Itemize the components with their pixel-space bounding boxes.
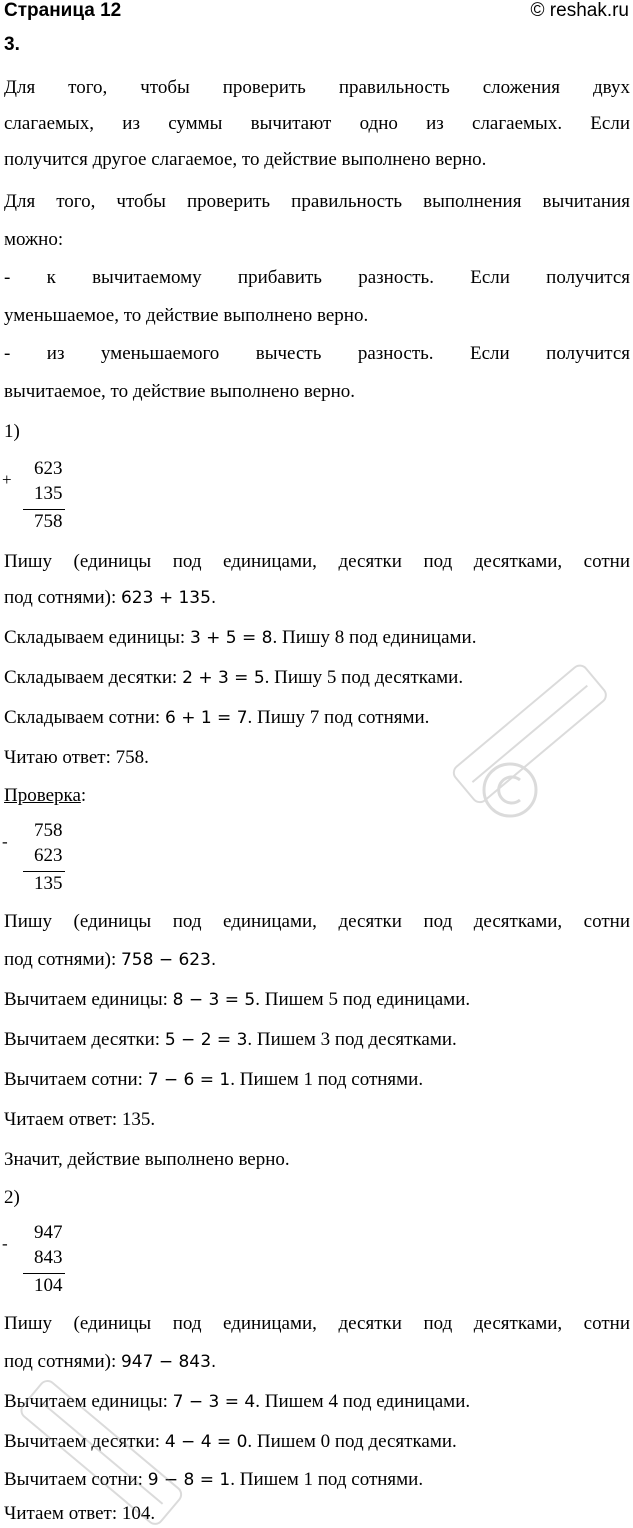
minus-sign: - [2,1234,8,1253]
column-subtraction-check [2,820,82,895]
step-line: Вычитаем сотни: 7 − 6 = 1. Пишем 1 под сотнями. [4,1069,424,1090]
watermark-logo [0,1380,200,1528]
explanation-line: Пишу (единицы под единицами, десятки под десятками, сотни [4,911,630,932]
column-subtraction [2,1222,82,1297]
column-line [23,509,65,510]
intro-bullet-line: уменьшаемое, то действие выполнено верно. [4,305,369,326]
page-header [4,0,629,24]
column-operand-2: 843 [34,1247,63,1268]
step-line: Вычитаем десятки: 5 − 2 = 3. Пишем 3 под десятками. [4,1029,457,1050]
intro-bullet-line: - к вычитаемому прибавить разность. Если получится [4,267,630,288]
step-line: Вычитаем десятки: 4 − 4 = 0. Пишем 0 под десятками. [4,1431,457,1452]
explanation-line: под сотнями): 623 + 135. [4,587,217,608]
exercise-number: 3. [4,34,20,55]
watermark-logo [440,640,630,840]
intro-bullet-line: - из уменьшаемого вычесть разность. Если получится [4,343,630,364]
math-expression: 7 − 3 = 4 [172,1392,256,1412]
explanation-line: Пишу (единицы под единицами, десятки под десятками, сотни [4,1313,630,1334]
step-line: Складываем сотни: 6 + 1 = 7. Пишу 7 под сотнями. [4,707,430,728]
math-expression: 3 + 5 = 8 [189,628,273,648]
math-expression: 947 − 843. [120,1352,217,1372]
explanation-line: Пишу (единицы под единицами, десятки под десятками, сотни [4,551,630,572]
answer-line: Читаем ответ: 135. [4,1109,156,1130]
intro-line: получится другое слагаемое, то действие выполнено верно. [4,149,487,170]
conclusion-line: Значит, действие выполнено верно. [4,1149,290,1170]
math-expression: 5 − 2 = 3 [164,1030,248,1050]
explanation-line: под сотнями): 947 − 843. [4,1351,217,1372]
task-1-label: 1) [4,421,20,442]
intro-line: можно: [4,229,64,250]
page-number: Страница 12 [4,0,122,21]
step-line: Вычитаем единицы: 7 − 3 = 4. Пишем 4 под единицами. [4,1391,471,1412]
column-operand-1: 947 [34,1222,63,1243]
math-expression: 4 − 4 = 0 [164,1432,248,1452]
task-2-label: 2) [4,1187,20,1208]
step-line: Вычитаем единицы: 8 − 3 = 5. Пишем 5 под единицами. [4,989,471,1010]
intro-line: слагаемых, из суммы вычитают одно из слагаемых. Если [4,113,630,134]
intro-line: Для того, чтобы проверить правильность выполнения вычитания [4,191,630,212]
explanation-line: под сотнями): 758 − 623. [4,949,217,970]
math-expression: 8 − 3 = 5 [172,990,256,1010]
column-operand-2: 135 [34,483,63,504]
column-result: 135 [34,873,63,894]
column-operand-1: 623 [34,458,63,479]
math-expression: 2 + 3 = 5 [182,668,265,688]
step-line: Складываем единицы: 3 + 5 = 8. Пишу 8 под единицами. [4,627,477,648]
column-line [23,871,65,872]
math-expression: 758 − 623. [120,950,217,970]
plus-sign: + [2,470,12,489]
site-credit[interactable]: © reshak.ru [530,0,629,21]
step-line: Складываем десятки: 2 + 3 = 5. Пишу 5 под десятками. [4,667,464,688]
math-expression: 623 + 135. [120,588,217,608]
check-heading: Проверка: [4,785,87,806]
answer-line: Читаем ответ: 104. [4,1503,156,1524]
math-expression: 6 + 1 = 7 [164,708,248,728]
minus-sign: - [2,832,8,851]
answer-line: Читаю ответ: 758. [4,747,149,768]
math-expression: 7 − 6 = 1 [147,1070,231,1090]
column-operand-2: 623 [34,845,63,866]
step-line: Вычитаем сотни: 9 − 8 = 1. Пишем 1 под сотнями. [4,1469,424,1490]
column-operand-1: 758 [34,820,63,841]
column-line [23,1273,65,1274]
intro-line: Для того, чтобы проверить правильность сложения двух [4,77,630,98]
column-addition [2,458,82,533]
column-result: 104 [34,1275,63,1296]
intro-bullet-line: вычитаемое, то действие выполнено верно. [4,381,356,402]
math-expression: 9 − 8 = 1 [147,1470,231,1490]
column-result: 758 [34,511,63,532]
